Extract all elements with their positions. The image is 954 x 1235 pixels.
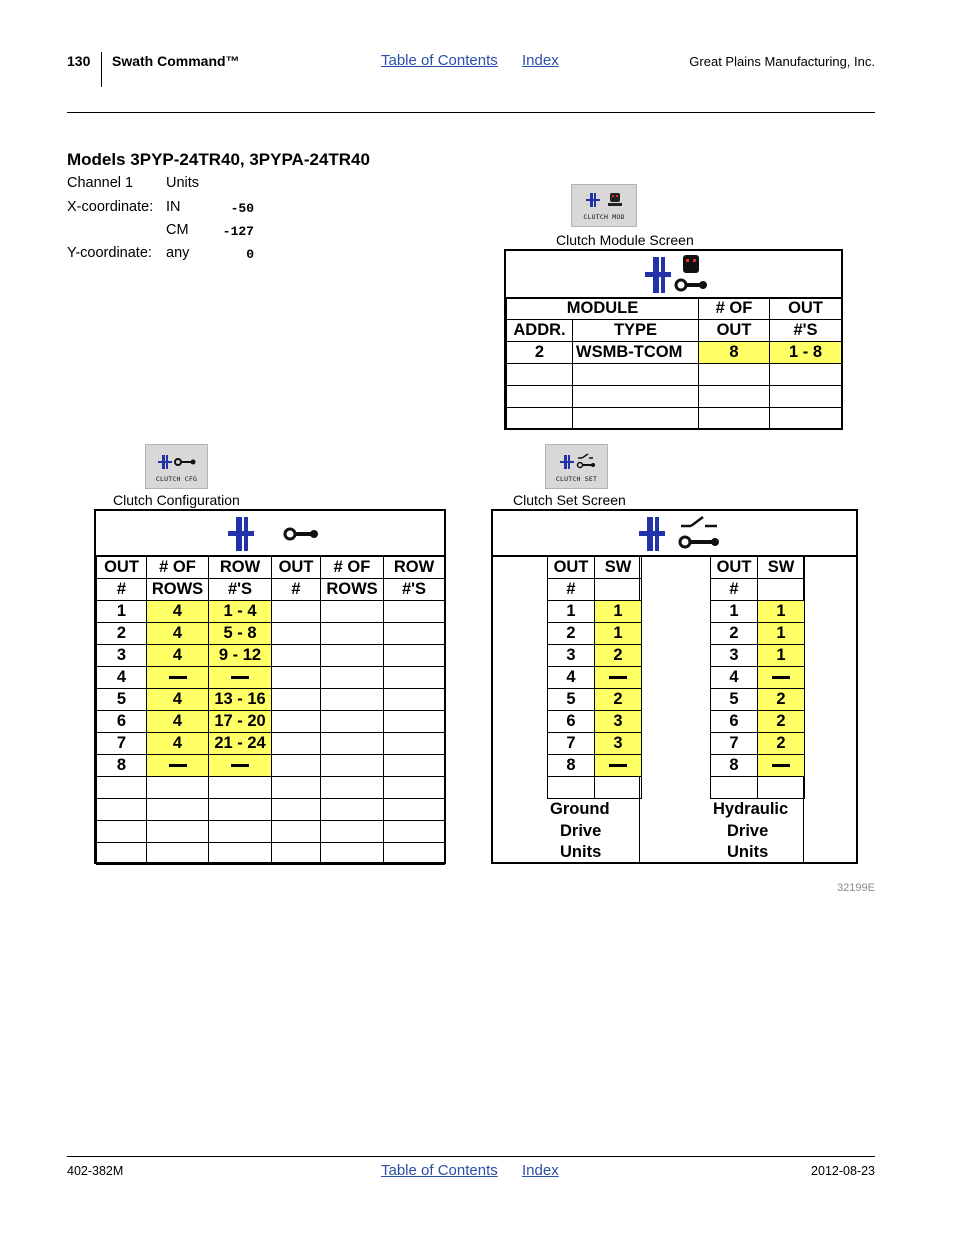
out-number-cell bbox=[97, 777, 147, 799]
clutch-mod-button[interactable] bbox=[571, 184, 637, 227]
hydraulic-note-line: Units bbox=[727, 843, 769, 861]
section-title: Models 3PYP-24TR40, 3PYPA-24TR40 bbox=[67, 150, 370, 169]
table-row bbox=[507, 408, 842, 430]
clutch-mod-button-label: CLUTCH MOD bbox=[583, 213, 625, 221]
ground-note-line: Drive bbox=[560, 821, 602, 840]
clutch-config-panel bbox=[94, 509, 446, 864]
out-number-cell: 2 bbox=[548, 623, 595, 645]
header-out-num-2: # bbox=[272, 579, 321, 601]
table-row bbox=[711, 601, 805, 623]
empty-cell bbox=[272, 689, 321, 711]
table-row bbox=[97, 755, 445, 777]
document-date: 2012-08-23 bbox=[811, 1164, 875, 1178]
module-out-range-cell: 1 - 8 bbox=[770, 342, 842, 364]
clutch-module-caption: Clutch Module Screen bbox=[556, 232, 694, 248]
clutch-cfg-button[interactable] bbox=[145, 444, 208, 489]
ground-note-line: Ground bbox=[550, 800, 610, 818]
document-number: 402-382M bbox=[67, 1164, 124, 1178]
table-row bbox=[548, 733, 642, 755]
out-number-cell: 5 bbox=[97, 689, 147, 711]
hydraulic-drive-units-note bbox=[713, 799, 788, 864]
table-row bbox=[548, 623, 642, 645]
y-unit: any bbox=[166, 245, 190, 261]
header-sw: SW bbox=[595, 557, 642, 579]
num-rows-cell: 4 bbox=[147, 711, 209, 733]
empty-cell bbox=[321, 799, 384, 821]
header-out-count: OUT bbox=[699, 320, 770, 342]
table-row bbox=[711, 777, 805, 799]
y-value: 0 bbox=[246, 247, 254, 262]
clutch-config-panel-header bbox=[96, 511, 444, 557]
row-range-cell: 17 - 20 bbox=[209, 711, 272, 733]
row-range-cell: 21 - 24 bbox=[209, 733, 272, 755]
header-out-num: # bbox=[548, 579, 595, 601]
header-rule bbox=[67, 112, 875, 113]
module-type-cell: WSMB-TCOM bbox=[573, 342, 699, 364]
empty-cell bbox=[321, 711, 384, 733]
out-number-cell: 5 bbox=[711, 689, 758, 711]
clutch-config-caption: Clutch Configuration bbox=[113, 492, 240, 508]
empty-cell bbox=[384, 667, 445, 689]
empty-cell bbox=[272, 755, 321, 777]
footer-rule bbox=[67, 1156, 875, 1157]
out-number-cell: 1 bbox=[711, 601, 758, 623]
ground-drive-units-note bbox=[550, 799, 610, 864]
table-row bbox=[97, 667, 445, 689]
empty-cell bbox=[321, 645, 384, 667]
empty-cell bbox=[384, 711, 445, 733]
empty-cell bbox=[272, 733, 321, 755]
table-row bbox=[97, 799, 445, 821]
header-num-of-2: # OF bbox=[321, 557, 384, 579]
empty-cell bbox=[384, 755, 445, 777]
units-label: Units bbox=[166, 175, 200, 191]
switch-cell: 1 bbox=[758, 645, 805, 667]
num-rows-cell bbox=[147, 821, 209, 843]
num-rows-cell bbox=[147, 843, 209, 865]
header-addr: ADDR. bbox=[507, 320, 573, 342]
switch-cell: 1 bbox=[758, 601, 805, 623]
switch-cell: 3 bbox=[595, 711, 642, 733]
empty-cell bbox=[758, 777, 805, 799]
empty-cell bbox=[321, 755, 384, 777]
ground-note-line: Units bbox=[560, 843, 602, 861]
row-range-cell: 5 - 8 bbox=[209, 623, 272, 645]
header-out-num: # bbox=[97, 579, 147, 601]
header-row-nums: #'S bbox=[209, 579, 272, 601]
switch-cell: 2 bbox=[595, 645, 642, 667]
page-number: 130 bbox=[67, 53, 91, 69]
empty-cell bbox=[272, 623, 321, 645]
hydraulic-note-line: Hydraulic bbox=[713, 800, 789, 818]
header-out: OUT bbox=[97, 557, 147, 579]
row-range-cell bbox=[209, 843, 272, 865]
header-rows: ROWS bbox=[147, 579, 209, 601]
num-rows-cell bbox=[147, 755, 209, 777]
out-number-cell: 3 bbox=[97, 645, 147, 667]
dash-mark bbox=[231, 764, 249, 767]
out-number-cell: 3 bbox=[548, 645, 595, 667]
dash-mark bbox=[772, 764, 790, 767]
num-rows-cell bbox=[147, 777, 209, 799]
empty-cell bbox=[272, 645, 321, 667]
header-out-2: OUT bbox=[272, 557, 321, 579]
empty-cell bbox=[272, 667, 321, 689]
num-rows-cell: 4 bbox=[147, 733, 209, 755]
switch-cell: 2 bbox=[758, 689, 805, 711]
out-number-cell: 8 bbox=[548, 755, 595, 777]
header-rows-2: ROWS bbox=[321, 579, 384, 601]
header-out-num: # bbox=[711, 579, 758, 601]
clutch-set-panel-header bbox=[493, 511, 856, 557]
header-row-2: ROW bbox=[384, 557, 445, 579]
table-row bbox=[711, 689, 805, 711]
switch-cell bbox=[758, 755, 805, 777]
row-range-cell: 13 - 16 bbox=[209, 689, 272, 711]
header-out: OUT bbox=[548, 557, 595, 579]
switch-cell bbox=[758, 667, 805, 689]
empty-cell bbox=[272, 821, 321, 843]
dash-mark bbox=[609, 676, 627, 679]
figure-id: 32199E bbox=[837, 882, 875, 894]
out-number-cell: 4 bbox=[548, 667, 595, 689]
switch-cell: 1 bbox=[595, 623, 642, 645]
clutch-set-icon-large bbox=[637, 513, 727, 555]
row-range-cell bbox=[209, 777, 272, 799]
empty-cell bbox=[548, 777, 595, 799]
empty-cell bbox=[384, 777, 445, 799]
table-row bbox=[97, 689, 445, 711]
out-number-cell: 4 bbox=[97, 667, 147, 689]
switch-cell: 2 bbox=[758, 733, 805, 755]
x-coordinate-label: X-coordinate: bbox=[67, 199, 154, 215]
empty-cell bbox=[272, 711, 321, 733]
row-range-cell: 9 - 12 bbox=[209, 645, 272, 667]
empty-cell bbox=[321, 777, 384, 799]
out-number-cell: 3 bbox=[711, 645, 758, 667]
empty-cell bbox=[321, 667, 384, 689]
empty-cell bbox=[384, 799, 445, 821]
table-row bbox=[548, 755, 642, 777]
empty-cell bbox=[321, 623, 384, 645]
row-range-cell bbox=[209, 799, 272, 821]
x-in-value: -50 bbox=[230, 201, 254, 216]
row-range-cell: 1 - 4 bbox=[209, 601, 272, 623]
switch-cell: 2 bbox=[758, 711, 805, 733]
clutch-set-panel bbox=[491, 509, 858, 864]
switch-cell bbox=[595, 667, 642, 689]
row-range-cell bbox=[209, 755, 272, 777]
y-coordinate-label: Y-coordinate: bbox=[67, 245, 152, 261]
switch-cell: 1 bbox=[595, 601, 642, 623]
header-module: MODULE bbox=[507, 298, 699, 320]
out-number-cell: 6 bbox=[711, 711, 758, 733]
out-number-cell: 2 bbox=[97, 623, 147, 645]
empty-cell bbox=[595, 777, 642, 799]
module-out-count-cell: 8 bbox=[699, 342, 770, 364]
empty-cell bbox=[272, 777, 321, 799]
header-row: ROW bbox=[209, 557, 272, 579]
empty-cell bbox=[321, 843, 384, 865]
num-rows-cell: 4 bbox=[147, 645, 209, 667]
table-row bbox=[711, 733, 805, 755]
dash-mark bbox=[609, 764, 627, 767]
num-rows-cell: 4 bbox=[147, 689, 209, 711]
table-row bbox=[97, 777, 445, 799]
empty-cell bbox=[384, 623, 445, 645]
empty-cell bbox=[272, 799, 321, 821]
header-num-of: # OF bbox=[699, 298, 770, 320]
header-out-nums: #'S bbox=[770, 320, 842, 342]
module-addr-cell: 2 bbox=[507, 342, 573, 364]
x-in-unit: IN bbox=[166, 199, 181, 215]
channel-label: Channel 1 bbox=[67, 175, 134, 191]
table-row bbox=[711, 623, 805, 645]
out-number-cell bbox=[97, 821, 147, 843]
out-number-cell: 1 bbox=[548, 601, 595, 623]
header-out: OUT bbox=[770, 298, 842, 320]
table-row bbox=[711, 711, 805, 733]
num-rows-cell: 4 bbox=[147, 623, 209, 645]
table-row bbox=[507, 342, 842, 364]
table-row bbox=[548, 645, 642, 667]
clutch-module-icon-large bbox=[643, 253, 709, 297]
clutch-set-icon bbox=[558, 452, 598, 472]
table-row bbox=[97, 645, 445, 667]
empty-cell bbox=[711, 777, 758, 799]
x-cm-unit: CM bbox=[166, 222, 189, 238]
clutch-config-icon-large bbox=[226, 514, 322, 554]
clutch-cfg-button-label: CLUTCH CFG bbox=[155, 475, 198, 483]
hydraulic-note-line: Drive bbox=[727, 821, 769, 840]
header-row-nums-2: #'S bbox=[384, 579, 445, 601]
clutch-set-button[interactable] bbox=[545, 444, 608, 489]
x-cm-value: -127 bbox=[222, 224, 254, 239]
empty-cell bbox=[321, 821, 384, 843]
footer-index-link[interactable]: Index bbox=[522, 1162, 559, 1179]
empty-cell bbox=[321, 601, 384, 623]
company-name: Great Plains Manufacturing, Inc. bbox=[689, 54, 875, 69]
header-toc-link[interactable]: Table of Contents bbox=[381, 52, 498, 69]
ground-drive-table bbox=[547, 556, 642, 799]
table-row bbox=[711, 645, 805, 667]
row-range-cell bbox=[209, 667, 272, 689]
clutch-module-panel-header bbox=[506, 251, 841, 299]
empty-cell bbox=[384, 601, 445, 623]
table-row bbox=[507, 386, 842, 408]
clutch-set-caption: Clutch Set Screen bbox=[513, 492, 626, 508]
switch-cell: 1 bbox=[758, 623, 805, 645]
footer-toc-link[interactable]: Table of Contents bbox=[381, 1162, 498, 1179]
num-rows-cell bbox=[147, 799, 209, 821]
empty-cell bbox=[384, 689, 445, 711]
empty-cell bbox=[384, 645, 445, 667]
clutch-module-icon bbox=[584, 190, 626, 210]
out-number-cell: 1 bbox=[97, 601, 147, 623]
header-divider bbox=[101, 52, 102, 87]
table-row bbox=[97, 733, 445, 755]
out-number-cell: 6 bbox=[548, 711, 595, 733]
table-row bbox=[711, 755, 805, 777]
out-number-cell: 4 bbox=[711, 667, 758, 689]
out-number-cell: 6 bbox=[97, 711, 147, 733]
empty-cell bbox=[272, 843, 321, 865]
table-row bbox=[548, 689, 642, 711]
out-number-cell: 2 bbox=[711, 623, 758, 645]
out-number-cell: 7 bbox=[548, 733, 595, 755]
table-row bbox=[507, 364, 842, 386]
out-number-cell: 5 bbox=[548, 689, 595, 711]
out-number-cell: 8 bbox=[97, 755, 147, 777]
switch-cell: 2 bbox=[595, 689, 642, 711]
clutch-module-table bbox=[506, 297, 842, 430]
empty-cell bbox=[384, 821, 445, 843]
empty-cell bbox=[384, 733, 445, 755]
hydraulic-drive-table bbox=[710, 556, 805, 799]
table-row bbox=[548, 601, 642, 623]
table-row bbox=[97, 843, 445, 865]
table-row bbox=[97, 623, 445, 645]
num-rows-cell: 4 bbox=[147, 601, 209, 623]
header-type: TYPE bbox=[573, 320, 699, 342]
out-number-cell bbox=[97, 799, 147, 821]
header-index-link[interactable]: Index bbox=[522, 52, 559, 69]
out-number-cell bbox=[97, 843, 147, 865]
empty-cell bbox=[321, 689, 384, 711]
table-row bbox=[548, 711, 642, 733]
num-rows-cell bbox=[147, 667, 209, 689]
clutch-config-table bbox=[96, 556, 445, 865]
clutch-set-button-label: CLUTCH SET bbox=[555, 475, 598, 483]
clutch-config-icon bbox=[156, 452, 198, 472]
switch-cell: 3 bbox=[595, 733, 642, 755]
row-range-cell bbox=[209, 821, 272, 843]
document-title: Swath Command™ bbox=[112, 53, 240, 69]
table-row bbox=[97, 821, 445, 843]
table-row bbox=[97, 601, 445, 623]
out-number-cell: 7 bbox=[97, 733, 147, 755]
table-row bbox=[97, 711, 445, 733]
out-number-cell: 7 bbox=[711, 733, 758, 755]
clutch-module-panel bbox=[504, 249, 843, 430]
out-number-cell: 8 bbox=[711, 755, 758, 777]
dash-mark bbox=[772, 676, 790, 679]
table-row bbox=[548, 777, 642, 799]
dash-mark bbox=[169, 764, 187, 767]
empty-cell bbox=[321, 733, 384, 755]
table-row bbox=[711, 667, 805, 689]
table-row bbox=[548, 667, 642, 689]
switch-cell bbox=[595, 755, 642, 777]
empty-cell bbox=[384, 843, 445, 865]
header-num-of: # OF bbox=[147, 557, 209, 579]
header-out: OUT bbox=[711, 557, 758, 579]
dash-mark bbox=[169, 676, 187, 679]
header-sw: SW bbox=[758, 557, 805, 579]
empty-cell bbox=[272, 601, 321, 623]
dash-mark bbox=[231, 676, 249, 679]
